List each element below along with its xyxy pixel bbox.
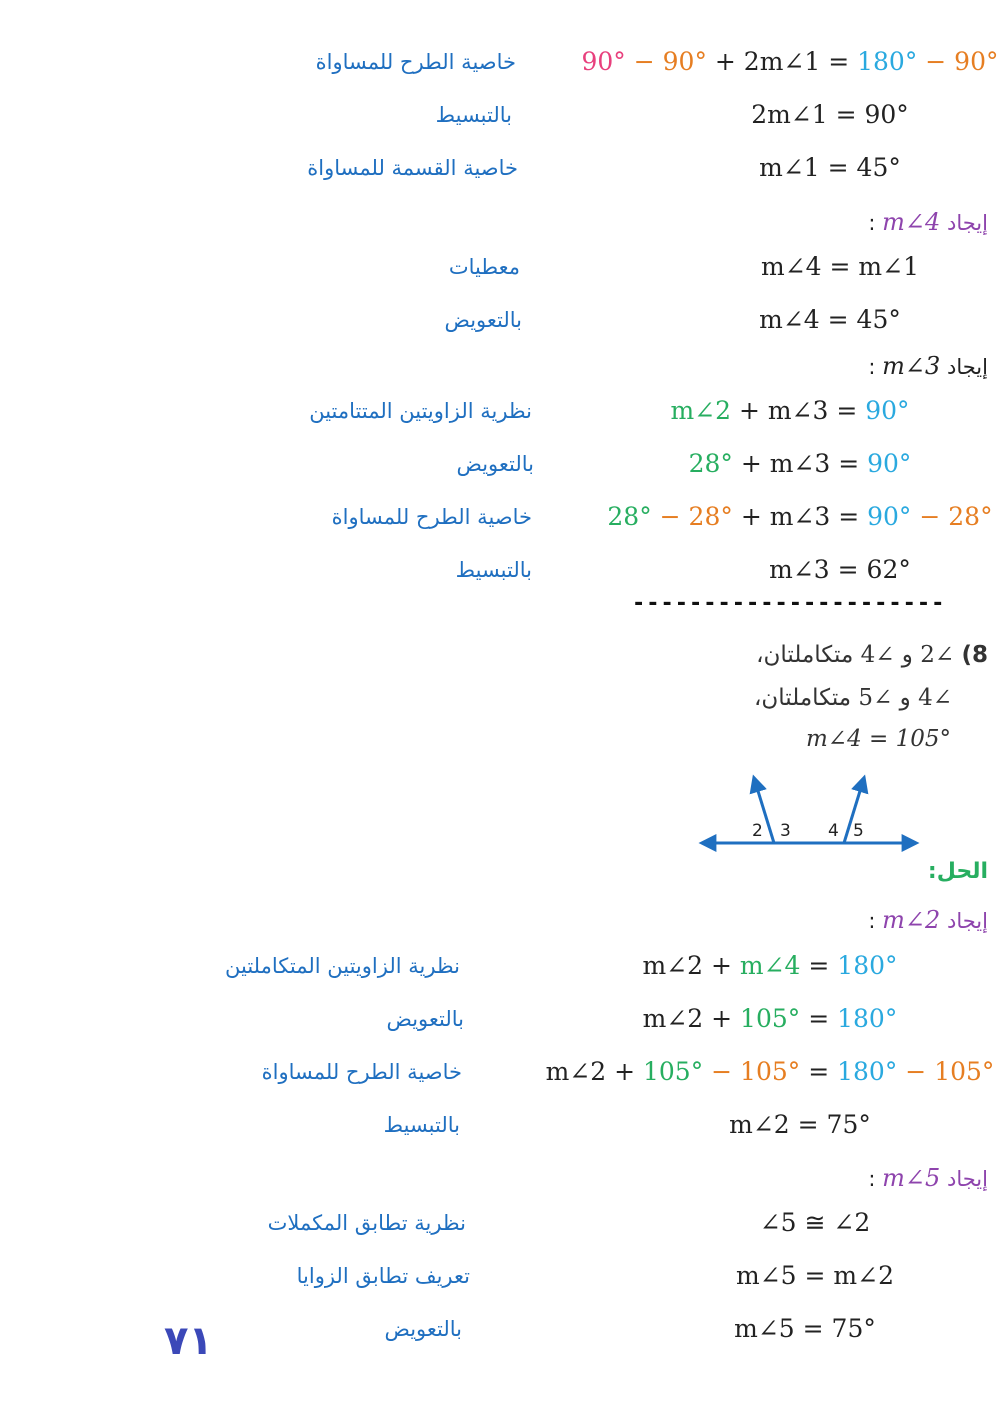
step-row [0,1203,1000,1243]
reason: خاصية الطرح للمساواة [261,1060,462,1084]
equation [680,300,980,340]
equation [650,1105,950,1145]
equation [690,550,990,590]
equation [580,42,1000,82]
equation-segment: − 90° [633,47,715,76]
reason: بالتعويض [386,1007,464,1031]
step-row [0,300,1000,340]
equation-segment: 90° [865,396,910,425]
equation-segment: m∠2 + [642,951,740,980]
reason: نظرية الزاويتين المتتامتين [309,399,532,423]
equation [650,444,950,484]
step-row [0,247,1000,287]
equation-segment: 28° [688,449,741,478]
equation [640,391,940,431]
reason: بالتعويض [444,308,522,332]
equation-segment: m∠5 = m∠2 [736,1261,894,1290]
problem-text: ∠2 و ∠4 متكاملتان، [756,642,955,668]
equation-segment: ∠5 ≅ ∠2 [759,1208,871,1237]
equation-segment: m∠5 = 75° [734,1314,876,1343]
equation-segment: + m∠3 = [740,502,868,531]
step-row [0,391,1000,431]
find-word: إيجاد [947,211,988,235]
separator-line: ---------------------- [632,594,946,614]
step-row [0,550,1000,590]
reason: خاصية الطرح للمساواة [315,50,516,74]
equation-segment: 105° [642,1057,712,1086]
equation-segment: 180° [837,1057,906,1086]
equation-segment: 90° [581,47,634,76]
step-row [0,1309,1000,1349]
angle-label-4: 4 [828,821,839,841]
find-word: إيجاد [947,909,988,933]
reason: بالتبسيط [383,1113,460,1137]
problem-line-1 [756,638,988,672]
reason: بالتبسيط [435,103,512,127]
equation-segment: m∠4 [739,951,809,980]
reason: بالتعويض [456,452,534,476]
find-word: إيجاد [947,355,988,379]
angle-symbol: m∠5 [882,1164,941,1192]
solution-label: الحل: [927,859,988,884]
step-row [0,497,1000,537]
problem-number: 8) [961,642,988,668]
step-row [0,42,1000,82]
reason: نظرية تطابق المكملات [267,1211,466,1235]
find-m2-heading [868,900,988,941]
equation-segment: m∠2 = 75° [729,1110,871,1139]
equation-segment: − 90° [925,47,999,76]
equation-segment: − 105° [711,1057,809,1086]
equation-segment: = [808,1057,838,1086]
equation-segment: m∠2 + [642,1004,741,1033]
find-m3-heading [868,346,988,387]
find-m4-heading [868,202,988,243]
reason: نظرية الزاويتين المتكاملتين [225,954,460,978]
colon: : [868,355,876,379]
equation-segment: = [808,951,838,980]
reason: تعريف تطابق الزوايا [296,1264,470,1288]
equation-segment: 90° [867,449,912,478]
find-m5-heading [868,1158,988,1199]
problem-line-3: m∠4 = 105° [806,726,952,752]
equation-segment: − 105° [905,1057,995,1086]
equation-segment: − 28° [919,502,993,531]
equation-segment: + m∠3 = [740,449,868,478]
angle-symbol: m∠3 [882,352,941,380]
find-word: إيجاد [947,1167,988,1191]
equation [620,999,920,1039]
equation-segment: m∠4 = m∠1 [761,252,919,281]
equation-segment: 180° [837,951,898,980]
equation-segment: 105° [740,1004,809,1033]
equation [655,1309,955,1349]
angle-symbol: m∠2 [882,906,941,934]
equation-segment: m∠2 [670,396,739,425]
equation-segment: 180° [837,1004,898,1033]
reason: معطيات [448,255,520,279]
equation [545,1052,995,1092]
equation [600,497,1000,537]
angle-symbol: m∠4 [882,208,941,236]
angles-diagram [696,772,922,856]
step-row [0,1105,1000,1145]
equation-segment: − 28° [659,502,741,531]
equation [680,95,980,135]
equation [620,946,920,986]
equation-segment: m∠3 = 62° [769,555,911,584]
equation-segment: m∠2 + [545,1057,643,1086]
colon: : [868,909,876,933]
equation [665,1256,965,1296]
step-row [0,1256,1000,1296]
reason: خاصية الطرح للمساواة [331,505,532,529]
angle-label-5: 5 [853,821,864,841]
step-row [0,999,1000,1039]
equation [690,247,990,287]
step-row [0,946,1000,986]
step-row [0,444,1000,484]
equation-segment: m∠1 = 45° [759,153,901,182]
reason: بالتبسيط [455,558,532,582]
colon: : [868,1167,876,1191]
equation [680,148,980,188]
equation-segment: m∠4 = 45° [759,305,901,334]
step-row [0,148,1000,188]
angle-label-3: 3 [780,821,791,841]
colon: : [868,211,876,235]
equation-segment: + 2m∠1 = [714,47,858,76]
reason: بالتعويض [384,1317,462,1341]
equation-segment: = [808,1004,838,1033]
equation-segment: 180° [857,47,926,76]
equation-segment: + m∠3 = [738,396,866,425]
angle-label-2: 2 [752,821,763,841]
equation-segment: 90° [867,502,920,531]
equation-segment: 2m∠1 = 90° [751,100,909,129]
problem-line-2: ∠4 و ∠5 متكاملتان، [753,685,952,711]
step-row [0,95,1000,135]
page-number: ٧١ [164,1318,213,1364]
equation-segment: 28° [607,502,660,531]
reason: خاصية القسمة للمساواة [307,156,518,180]
equation [665,1203,965,1243]
step-row [0,1052,1000,1092]
